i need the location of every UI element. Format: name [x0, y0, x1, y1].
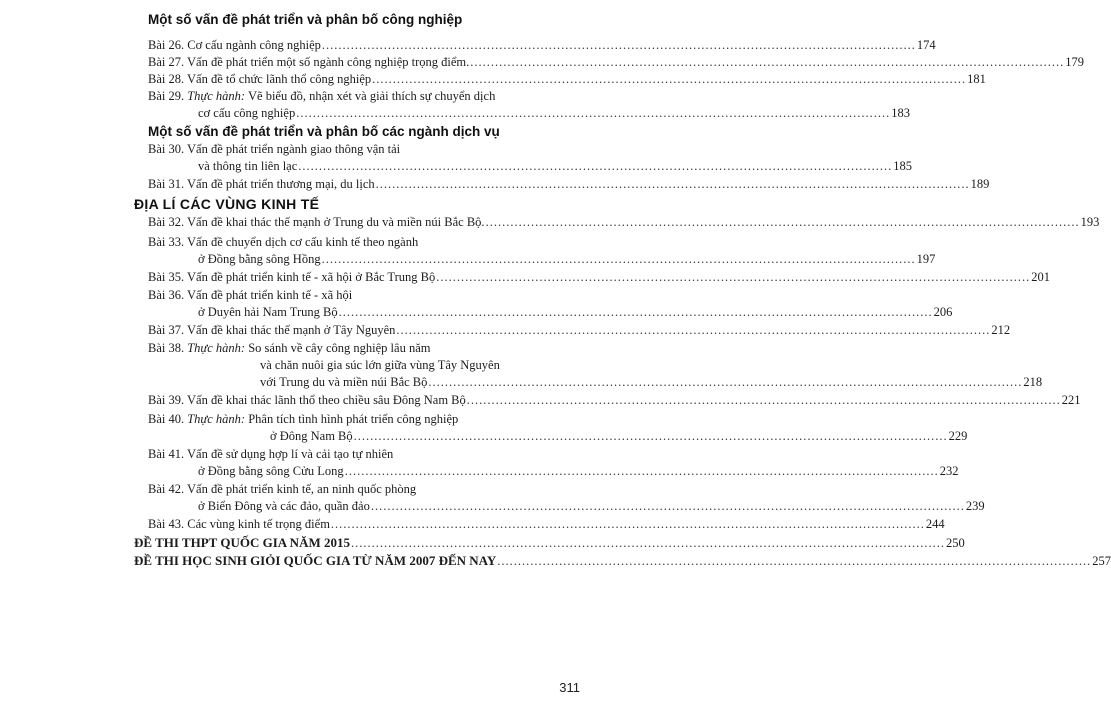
toc-entry-30: Bài 30. Vấn đề phát triển ngành giao thông vận tải	[148, 142, 401, 156]
toc-entry-42: Bài 42. Vấn đề phát triển kinh tế, an ninh quốc phòng	[148, 482, 417, 496]
toc-entry-29: Bài 29. Thực hành: Vẽ biểu đồ, nhận xét và giải thích sự chuyển dịch	[148, 89, 496, 103]
toc-entry-32: Bài 32. Vấn đề khai thác thế mạnh ở Trung du và miền núi Bắc Bộ. ................................................................................................................................................ 193	[148, 215, 1100, 229]
toc-entry-40: Bài 40. Thực hành: Phân tích tình hình phát triển công nghiệp	[148, 412, 459, 426]
toc-entry-40-cont: ở Đông Nam Bộ ................................................................................................................................................ 229	[270, 429, 968, 443]
toc-entry-31: Bài 31. Vấn đề phát triển thương mại, du lịch ................................................................................................................................................ 189	[148, 177, 990, 191]
part-heading-regions: ĐỊA LÍ CÁC VÙNG KINH TẾ	[134, 196, 320, 212]
toc-entry-29-cont: cơ cấu công nghiệp ................................................................................................................................................ 183	[198, 106, 910, 120]
toc-entry-36: Bài 36. Vấn đề phát triển kinh tế - xã hội	[148, 288, 353, 302]
toc-entry-43: Bài 43. Các vùng kinh tế trọng điểm ................................................................................................................................................ 244	[148, 517, 945, 531]
toc-entry-41-cont: ở Đồng bằng sông Cửu Long ................................................................................................................................................ 232	[198, 464, 959, 478]
toc-entry-28: Bài 28. Vấn đề tổ chức lãnh thổ công nghiệp ................................................................................................................................................ 181	[148, 72, 986, 86]
toc-entry-33: Bài 33. Vấn đề chuyển dịch cơ cấu kinh tế theo ngành	[148, 235, 419, 249]
toc-entry-33-cont: ở Đồng bằng sông Hồng ................................................................................................................................................ 197	[198, 252, 936, 266]
toc-entry-38-cont2: với Trung du và miền núi Bắc Bộ ................................................................................................................................................ 218	[260, 375, 1043, 389]
toc-entry-38: Bài 38. Thực hành: So sánh về cây công nghiệp lâu năm	[148, 341, 431, 355]
section-heading-services: Một số vấn đề phát triển và phân bố các ngành dịch vụ	[148, 124, 500, 139]
toc-entry-26: Bài 26. Cơ cấu ngành công nghiệp ................................................................................................................................................ 174	[148, 38, 936, 52]
toc-entry-41: Bài 41. Vấn đề sử dụng hợp lí và cải tạo tự nhiên	[148, 447, 394, 461]
toc-entry-36-cont: ở Duyên hải Nam Trung Bộ ................................................................................................................................................ 206	[198, 305, 953, 319]
toc-entry-38-cont: và chăn nuôi gia súc lớn giữa vùng Tây Nguyên	[260, 358, 500, 372]
toc-entry-exam-hsg: ĐỀ THI HỌC SINH GIỎI QUỐC GIA TỪ NĂM 2007 ĐẾN NAY ................................................................................................................................................ 257	[134, 553, 1111, 568]
toc-entry-exam-2015: ĐỀ THI THPT QUỐC GIA NĂM 2015 ................................................................................................................................................ 250	[134, 535, 965, 550]
toc-entry-35: Bài 35. Vấn đề phát triển kinh tế - xã hội ở Bắc Trung Bộ ................................................................................................................................................ 201	[148, 270, 1051, 284]
toc-entry-42-cont: ở Biển Đông và các đảo, quần đảo ................................................................................................................................................ 239	[198, 499, 985, 513]
toc-entry-39: Bài 39. Vấn đề khai thác lãnh thổ theo chiều sâu Đông Nam Bộ ................................................................................................................................................ 221	[148, 393, 1081, 407]
section-heading-industry: Một số vấn đề phát triển và phân bố công nghiệp	[148, 12, 463, 27]
toc-entry-30-cont: và thông tin liên lạc ................................................................................................................................................ 185	[198, 159, 913, 173]
page-number: 311	[559, 680, 580, 695]
toc-entry-27: Bài 27. Vấn đề phát triển một số ngành công nghiệp trọng điểm. ................................................................................................................................................ 179	[148, 55, 1084, 69]
toc-entry-37: Bài 37. Vấn đề khai thác thế mạnh ở Tây Nguyên ................................................................................................................................................ 212	[148, 323, 1011, 337]
